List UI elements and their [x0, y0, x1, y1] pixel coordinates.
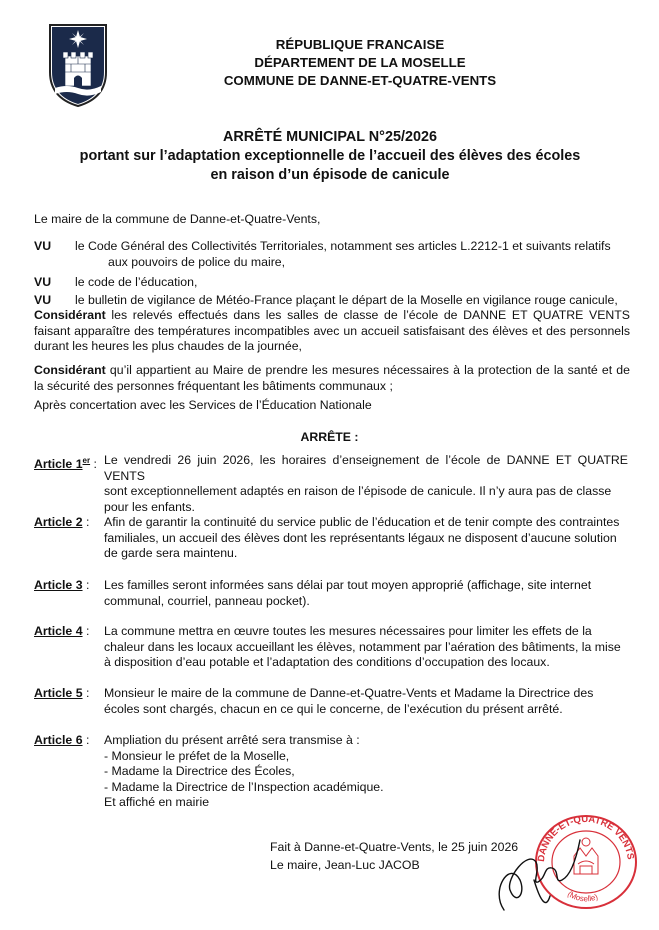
article-text	[104, 515, 628, 562]
vu-text-1b: aux pouvoirs de police du maire,	[108, 255, 286, 269]
vu-text-2: le code de l’éducation,	[75, 275, 198, 289]
considerant-2	[34, 363, 630, 394]
article-label	[34, 686, 89, 702]
article-text	[104, 578, 628, 609]
article-line: - Madame la Directrice de l’Inspection académique.	[104, 779, 384, 794]
article-number: Article 4	[34, 624, 83, 638]
vu-label: VU	[34, 239, 52, 253]
article-line: sont exceptionnellement adaptés en raison de l’épisode de canicule. Il n’y aura pas de classe	[104, 484, 612, 499]
article-line: - Monsieur le préfet de la Moselle,	[104, 748, 290, 763]
article-line: La commune mettra en œuvre toutes les mesures nécessaires pour limiter les effets de la	[104, 624, 592, 638]
considerant-label: Considérant	[34, 363, 106, 377]
article-line: Et affiché en mairie	[104, 795, 210, 810]
article-text	[104, 453, 628, 515]
article-line: pour les enfants.	[104, 499, 195, 514]
stamp-text-bottom: (Moselle)	[565, 889, 600, 904]
article-label	[34, 515, 89, 531]
article-label	[34, 624, 89, 640]
article-line: Les familles seront informées sans délai par tout moyen approprié (affichage, site internet	[104, 578, 592, 592]
article-superscript: er	[82, 456, 91, 465]
article-line: chaleur dans les locaux accueillant les élèves, notamment par l’aération des bâtiments, la mise	[104, 639, 621, 654]
article-line: communal, courriel, panneau pocket).	[104, 593, 310, 608]
intro-text: Le maire de la commune de Danne-et-Quatre-Vents,	[34, 212, 321, 226]
article-text	[104, 624, 628, 671]
signature-mayor-name: Le maire, Jean-Luc JACOB	[270, 858, 420, 872]
article-number: Article 6	[34, 733, 83, 747]
article-colon: :	[82, 515, 90, 529]
article-number: Article 2	[34, 515, 83, 529]
title-number: ARRÊTÉ MUNICIPAL N°25/2026	[223, 129, 437, 145]
article-text	[104, 686, 628, 717]
article-line: Afin de garantir la continuité du service public de l’éducation et de tenir compte des contraintes	[104, 515, 620, 529]
article-colon: :	[82, 624, 90, 638]
title-subject-2: en raison d’un épisode de canicule	[210, 167, 450, 183]
article-text	[104, 733, 628, 811]
stamp-text-top: DANNE-ET-QUATRE VENTS	[535, 813, 636, 863]
signature-scribble	[480, 820, 600, 920]
vu-text-1: le Code Général des Collectivités Territoriales, notamment ses articles L.2212-1 et suivants relatifs	[75, 239, 611, 253]
coat-of-arms-icon	[47, 22, 109, 108]
title-subject-1: portant sur l’adaptation exceptionnelle de l’accueil des élèves des écoles	[79, 148, 581, 164]
header-departement: DÉPARTEMENT DE LA MOSELLE	[254, 55, 466, 70]
article-number: Article 3	[34, 578, 83, 592]
article-line: Ampliation du présent arrêté sera transmise à :	[104, 733, 360, 747]
signature-place-date: Fait à Danne-et-Quatre-Vents, le 25 juin 2026	[270, 840, 519, 854]
vu-label: VU	[34, 293, 52, 307]
article-number: Article 1	[34, 457, 83, 472]
article-colon: :	[82, 686, 90, 700]
vu-text-3: le bulletin de vigilance de Météo-France plaçant le départ de la Moselle en vigilance rouge canicule,	[75, 293, 618, 307]
document-header	[120, 36, 600, 90]
concertation-text: Après concertation avec les Services de l’Éducation Nationale	[34, 398, 372, 412]
arrete-title	[30, 128, 630, 185]
article-colon: :	[90, 457, 97, 472]
article-label	[34, 733, 89, 749]
article-line: - Madame la Directrice des Écoles,	[104, 764, 295, 779]
article-label	[34, 578, 89, 594]
article-line: à disposition d’eau potable et l’adaptation des conditions d’occupation des locaux.	[104, 655, 550, 670]
article-label	[34, 453, 97, 473]
article-line: Monsieur le maire de la commune de Danne-et-Quatre-Vents et Madame la Directrice des	[104, 686, 594, 700]
considerant-text: qu’il appartient au Maire de prendre les mesures nécessaires à la protection de la santé et de la sécurité des personnes fréquentant les bâtiments communaux ;	[34, 363, 630, 393]
header-republique: RÉPUBLIQUE FRANCAISE	[275, 37, 445, 52]
article-line: Le vendredi 26 juin 2026, les horaires d’enseignement de l’école de DANNE ET QUATRE VENTS	[104, 453, 628, 483]
article-line: de garde sera maintenu.	[104, 546, 238, 561]
considerant-1	[34, 308, 630, 355]
article-colon: :	[82, 578, 90, 592]
vu-label: VU	[34, 275, 52, 289]
considerant-text: les relevés effectués dans les salles de classe de l’école de DANNE ET QUATRE VENTS faisant apparaître des températures incompatibles avec un accueil satisfaisant des élèves et des personnels durant les heures les plus chaudes de la journée,	[34, 308, 630, 354]
article-colon: :	[82, 733, 90, 747]
article-line: familiales, un accueil des élèves dont les représentants légaux ne disposent d’aucune solution	[104, 530, 617, 545]
header-commune: COMMUNE DE DANNE-ET-QUATRE-VENTS	[223, 73, 497, 88]
considerant-label: Considérant	[34, 308, 106, 322]
article-number: Article 5	[34, 686, 83, 700]
article-line: écoles sont chargés, chacun en ce qui le concerne, de l’exécution du présent arrêté.	[104, 701, 563, 716]
arrete-heading: ARRÊTE :	[300, 430, 359, 444]
